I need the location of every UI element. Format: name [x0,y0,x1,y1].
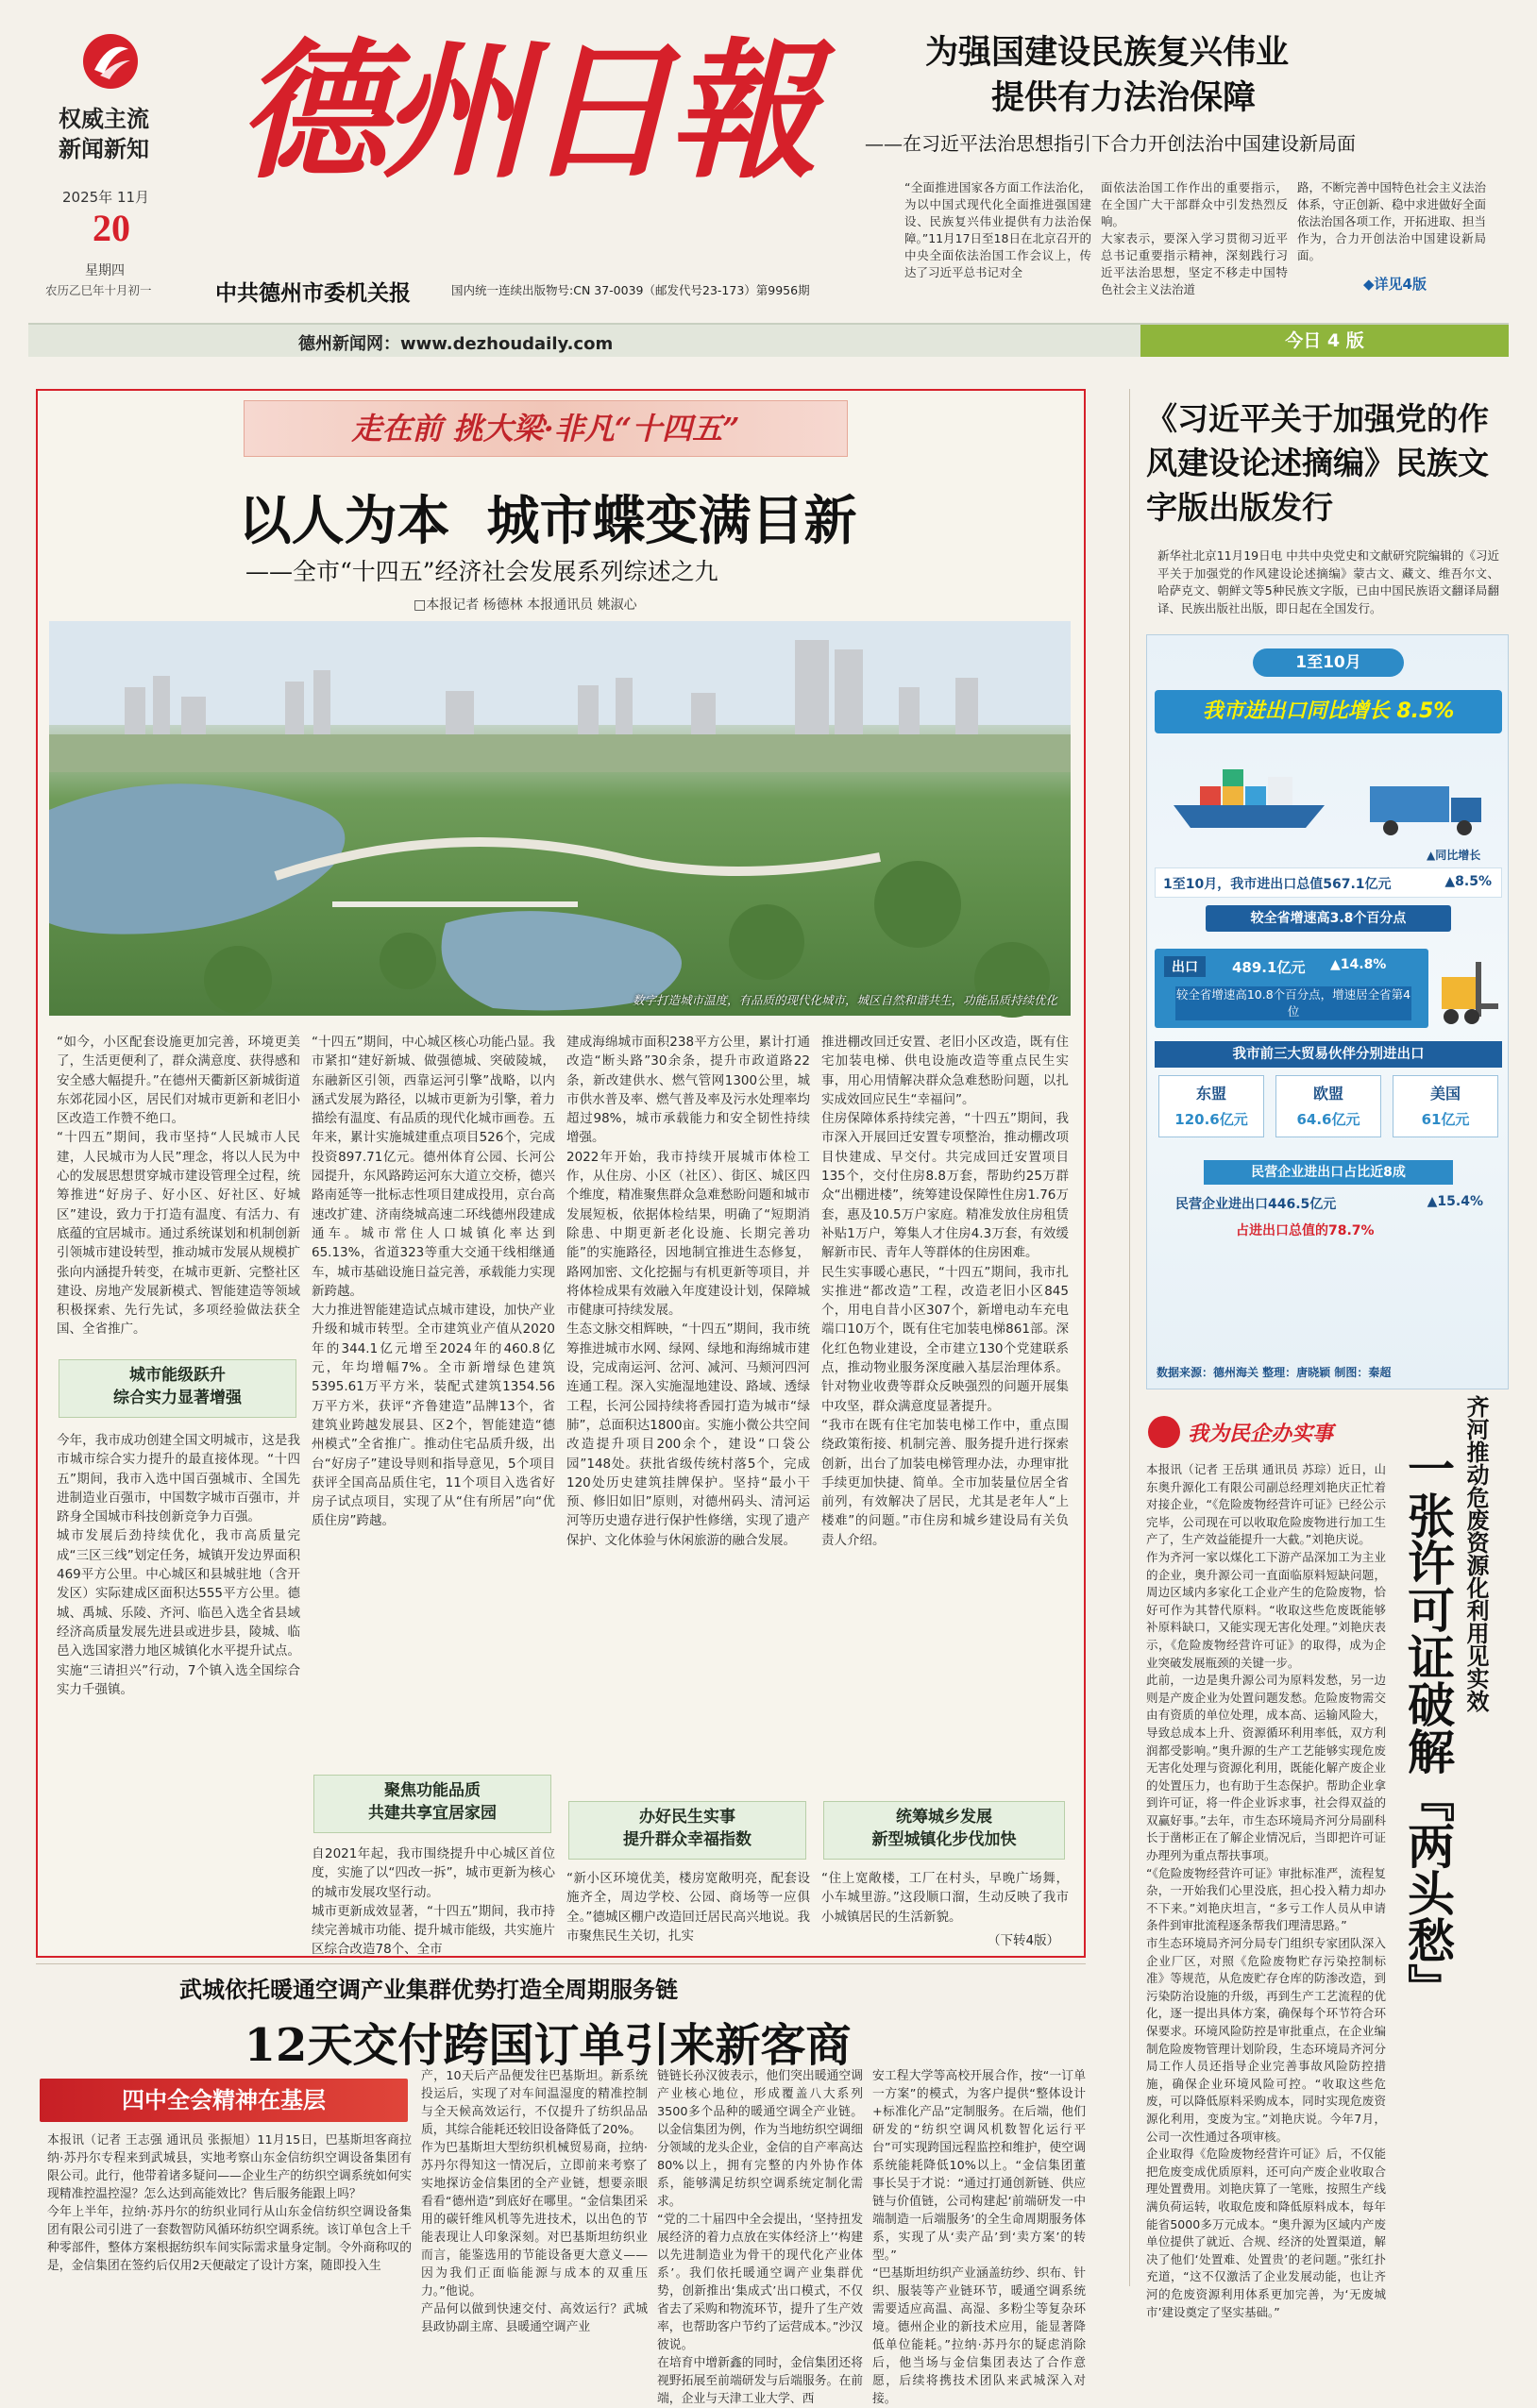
plenum-banner-text: 四中全会精神在基层 [122,2087,326,2113]
partner-value-3: 61亿元 [1421,1111,1470,1128]
export-compare: 较全省增速高10.8个百分点，增速居全省第4位 [1175,987,1411,1019]
newspaper-title: 德州日報 [238,25,812,199]
publisher: 中共德州市委机关报 [215,280,411,306]
private-title-bar [1204,1160,1453,1185]
right-news-title: 《习近平关于加强党的作风建设论述摘编》民族文字版出版发行 [1146,400,1489,526]
pages-badge [1140,325,1509,357]
period-text: 1至10月 [1295,653,1361,672]
total-compare-bar [1206,905,1451,932]
private-share: 占进出口总值的78.7% [1236,1223,1375,1238]
partner-value-1: 120.6亿元 [1174,1111,1248,1128]
partner-name-2: 欧盟 [1312,1085,1343,1103]
lower-story-kicker: 武城依托暖通空调产业集群优势打造全周期服务链 [179,1977,678,2003]
partner-card-3 [1393,1075,1498,1137]
city-aerial-photo [49,621,1071,1016]
headline-bar [1155,690,1502,733]
lower-col-4: 安工程大学等高校开展合作，按“一订单一方案”的模式，为客户提供“整体设计+标准化产品”定制服务。在后端，他们研发的“纺织空调风机数智化运行平台”可实现跨国远程监控和维护，使空调系统能耗降低10%以上。“金信集团董事长吴于才说：“通过打通创新链、供应链与价值链，公司构建起‘前端研发一中端制造一后端服务’的全生命周期服务体系，实现了从‘卖产品’到‘卖方案’的转型。” “巴基斯坦纺织产业涵盖纺纱、织布、针织、服装等产业链环节，暖通空调系统需要适应高温、高湿、多粉尘等复杂环境。德州企业的新技术应用，能显著降低单位能耗。”拉纳·苏丹尔的疑虑消除后，他当场与金信集团表达了合作意愿，后续将携技术团队来武城深入对接。 [872,2069,1086,2406]
feature-banner [244,400,848,457]
slogan-line-2: 新闻新知 [59,136,149,162]
handshake-icon [1148,1416,1180,1448]
export-block [1155,949,1428,1028]
total-row [1155,867,1502,898]
partner-name-1: 东盟 [1195,1085,1226,1103]
private-row [1175,1190,1483,1215]
pages-badge-text: 今日 4 版 [1285,330,1364,351]
side-story-kicker: 齐河推动危废资源化利用见实效 [1462,1395,1489,1712]
feature-byline: □本报记者 杨德林 本报通讯员 姚淑心 [414,598,637,613]
feature-title: 以人为本 城市蝶变满目新 [238,491,857,552]
section-rule [36,1963,1086,1964]
feature-col-4-top: 推进棚改回迁安置、老旧小区改造，既有住宅加装电梯、供电设施改造等重点民生实事，用心用情解决群众急难愁盼问题，以扎实成效回应民生“幸福问”。 住房保障体系持续完善，“十四五”期间，我市深入开展回迁安置专项整治，推动棚改项目快建成、早交付。共完成回迁安置项目135个，交付住房8.8万套，帮助约25万群众“出棚进楼”，统筹建设保障性住房1.76万套，惠及10.5万户家庭。精准发放住房租赁补贴1万户，筹集人才住房4.3万套，有效缓解新市民、青年人等群体的住房困难。 民生实事暖心惠民，“十四五”期间，我市扎实推进“都改造”工程，改造老旧小区845个，用电自昔小区307个，新增电动车充电端口10万个，既有住宅加装电梯861部。深化红色物业建设，全市建立130个党建联系点，推动物业服务深度融入基层治理体系。针对物业收费等群众反映强烈的问题开展集中攻坚，群众满意度显著提升。 “我市在既有住宅加装电梯工作中，重点围绕政策衔接、机制完善、服务提升进行探索创新，出台了加装电梯管理办法，办理审批手续更加快捷、简单。全市加装量位居全省前列，有效解决了居民，尤其是老年人“上楼难”的问题。”市住房和城乡建设局有关负责人介绍。 [821,1035,1069,1548]
lower-col-1: 本报讯（记者 王志强 通讯员 张振旭）11月15日，巴基斯坦客商拉纳·苏丹尔专程来到武城县，实地考察山东金信纺织空调设备集团有限公司。此行，他带着诸多疑问——企业生产的纺织空调系统如何实现精准控温控湿？怎么达到高能效比？售后服务能跟上吗？ 今年上半年，拉纳·苏丹尔的纺织业同行从山东金信纺织空调设备集团有限公司引进了一套数智防风循环纺织空调系统。该订单包含上千种零部件，整体方案根据纺织车间实际需求量身定制。令外商称叹的是，金信集团在签约后仅用2天便敲定了设计方案，随即投入生 [47,2133,412,2273]
infographic-headline: 我市进出口同比增长 8.5% [1202,699,1455,723]
website-url[interactable]: 德州新闻网：www.dezhoudaily.com [298,334,614,354]
side-story-body: 本报讯（记者 王岳琪 通讯员 苏琮）近日，山东奥升源化工有限公司副总经理刘艳庆正忙着对接企业，“《危险废物经营许可证》已经公示完毕，公司现在可以收取危险废物进行加工生产了，生产效益能提升一大截。”刘艳庆说。 作为齐河一家以煤化工下游产品深加工为主业的企业，奥升源公司一直面临原料短缺问题，周边区域内多家化工企业产生的危险废物，恰好可作为其替代原料。“收取这些危废既能够补原料缺口，又能实现无害化处理。”刘艳庆表示，《危险废物经营许可证》的取得，成为企业突破发展瓶颈的关键一步。 此前，一边是奥升源公司为原料发愁，另一边则是产废企业为处置问题发愁。危险废物需交由有资质的单位处理，成本高、运输风险大，导致总成本上升、资源循环利用率低，双方利润都受影响。”奥升源的生产工艺能够实现危废无害化处理与资源化利用，既能化解产废企业的处置压力，也有助于生态保护。帮助企业拿到许可证，将一件企业诉求事，社会得双益的双赢好事。”去年，市生态环境局齐河分局副科长于凿彬正在了解企业情况后，当即把许可证办理列为重点帮扶事项。 “《危险废物经营许可证》审批标准严，流程复杂，一开始我们心里没底，担心投入精力却办不下来。”刘艳庆坦言，“多亏工作人员从申请条件到审批流程逐条帮我们理清思路。” 市生态环境局齐河分局专门组织专家团队深入企业厂区，对照《危险废物贮存污染控制标准》等规范，从危废贮存仓库的防渗改造，到污染防治设施的升级，再到生产工艺流程的优化，逐一提出具体方案，确保每个环节符合环保要求。环境风险防控是审批重点，在企业编制危险废物管理计划阶段，生态环境局齐河分局工作人员还指导企业完善事故风险防控措施，确保企业环境风险可控。“收取这些危废，可以降低原料采购成本，同时实现危废资源化利用，变废为宝。”刘艳庆说。今年7月，公司一次性通过各项审核。 企业取得《危险废物经营许可证》后，不仅能把危废变成优质原料，还可向产废企业收取合理处置费用。刘艳庆算了一笔账，按照生产线满负荷运转，收取危废和降低原料成本，每年能省5000多万元成本。“奥升源为区域内产废单位提供了就近、合规、经济的处置渠道，解决了他们‘处置难、处置贵’的老问题。”张红扑充道，“这不仅激活了企业发展动能，也让齐河的危废资源利用体系更加完善，为‘无废城市’建设奠定了坚实基础。” [1146,1462,1386,2319]
private-growth: ▲15.4% [1427,1194,1483,1209]
logo-icon [81,32,140,91]
growth-legend: ▲同比增长 [1427,849,1481,862]
feature-col-2-top: “十四五”期间，中心城区核心功能凸显。我市紧扣“建好新城、做强德城、突破陵城，东融新区引领，西靠运河引擎”战略，以内涵式发展为路径，以城市更新为引擎，着力描绘有温度、有品质的现代化城市画卷。五年来，累计实施城建重点项目526个，完成投资897.71亿元。德州体育公园、长河公园提升，东风路跨运河东大道立交桥，德兴路南延等一批标志性项目建成投用，京台高速改扩建、济南绕城高速二环线德州段建成通车。城市常住人口城镇化率达到65.13%，省道323等重大交通干线相继通车，城市基础设施日益完善，承载能力实现新跨越。 大力推进智能建造试点城市建设，加快产业升级和城市转型。全市建筑业产值从2020年的344.1亿元增至2024年的460.8亿元，年均增幅7%。全市新增绿色建筑5395.61万平方米，装配式建筑1354.56万平方米，获评“齐鲁建造”品牌13个，省建筑业跨越发展县、区2个，智能建造“德州模式”全省推广。推动住宅品质升级，出台“好房子”建设导则和指导意见，5个项目获评全国高品质住宅，11个项目入选省好房子试点项目，实现了从“住有所居”向“优质住房”跨越。 [312,1035,555,1529]
slogan-line-1: 权威主流 [59,106,149,132]
top-story-col-2: 面依法治国工作作出的重要指示，在全国广大干部群众中引发热烈反响。 大家表示，要深入学习贯彻习近平总书记重要指示精神，深刻践行习近平法治思想，坚定不移走中国特色社会主义法治道 [1101,180,1288,296]
date-lunar: 农历乙巳年十月初一 [45,283,152,297]
feature-subhead-3: 办好民生实事 提升群众幸福指数 [568,1801,806,1860]
truck-icon [1366,777,1489,839]
period-pill [1253,648,1404,677]
partner-value-2: 64.6亿元 [1296,1111,1360,1128]
top-story-title-1: 为强国建设民族复兴伟业 [925,34,1290,72]
top-story-title-2: 提供有力法治保障 [991,79,1257,117]
partner-card-2 [1275,1075,1381,1137]
side-story-tag [1148,1412,1375,1452]
feature-col-1-top: “如今，小区配套设施更加完善，环境更美了，生活更便利了，群众满意度、获得感和安全感大幅提升。”在德州天衢新区新城街道东郊花园小区，居民们对城市更新和老旧小区改造工作赞不绝口。 “十四五”期间，我市坚持“人民城市人民建，人民城市为人民”理念，将以人民为中心的发展思想贯穿城市建设管理全过程，统筹推进“好房子、好小区、好社区、好城区”建设，致力于打造有温度、有活力、有底蕴的宜居城市。通过系统谋划和机制创新引领城市建设转型，推动城市发展从规模扩张向内涵提升转变，在城市更新、完整社区建设、房地产发展新模式、智能建造等领域积极探索、先行先试，多项经验做法获全国、全省推广。 [57,1035,300,1338]
total-compare: 较全省增速高3.8个百分点 [1250,911,1407,926]
partner-card-1 [1158,1075,1264,1137]
export-value: 489.1亿元 [1232,959,1306,976]
feature-banner-text: 走在前 挑大梁·非凡“十四五” [351,411,740,446]
feature-col-2-bottom: 自2021年起，我市围绕提升中心城区首位度，实施了以“四改一拆”，城市更新为核心的城市发展攻坚行动。 城市更新成效显著，“十四五”期间，我市持续完善城市功能、提升城市能级，共实施片区综合改造78个、全市 [312,1846,555,1958]
export-label: 出口 [1164,956,1206,977]
feature-col-1-bottom: 今年，我市成功创建全国文明城市，这是我市城市综合实力提升的最直接体现。“十四五”期间，我市入选中国百强城市、全国先进制造业百强市，中国数字城市百强市，并跻身全国城市科技创新竞争力百强。 城市发展后劲持续优化，我市高质量完成“三区三线”划定任务，城镇开发边界面积469平方公里。中心城区和县城驻地（含开发区）实际建成区面积达555平方公里。德城、禹城、乐陵、齐河、临邑入选全省县域经济高质量发展先进县或进步县，陵城、临邑入选国家潜力地区城镇化水平提升试点。实施“三请担兴”行动，7个镇入选全国综合实力千强镇。 [57,1433,300,1697]
total-text: 1至10月，我市进出口总值567.1亿元 [1163,877,1392,892]
feature-col-3-top: 建成海绵城市面积238平方公里，累计打通改造“断头路”30余条，提升市政道路22条，新改建供水、燃气管网1300公里，城市供水普及率、燃气普及率及污水处理率均超过98%，城市承载能力和安全韧性持续增强。 2022年开始，我市持续开展城市体检工作，从住房、小区（社区）、街区、城区四个维度，精准聚焦群众急难愁盼问题和城市发展短板，依据体检结果，明确了“短期消除患、中期更新老化设施、长期完善功能”的实施路径，因地制宜推进生态修复，路网加密、文化挖掘与有机更新等项目，并将体检成果有效融入年度建设计划，保障城市健康可持续发展。 生态文脉交相辉映，“十四五”期间，我市统筹推进城市水网、绿网、绿地和海绵城市建设，完成南运河、岔河、减河、马颊河四河连通工程。深入实施湿地建设、路域、透绿工程，长河公园持续将香园打造为城市“绿肺”，总面积达1800亩。实施小微公共空间改造提升项目200余个，建设“口袋公园”148处。获批省级传统村落5个，完成120处历史建筑挂牌保护。坚持“最小干预、修旧如旧”原则，对德州码头、清河运河等历史遗存进行保护性修缮，实现了遗产保护、文化体验与休闲旅游的融合发展。 [566,1035,810,1548]
cargo-ship-icon [1164,749,1334,834]
side-story-headline: 一张许可证破解『两头愁』 [1400,1444,1456,2011]
partners-title-bar [1155,1041,1502,1068]
top-story-subtitle: ——在习近平法治思想指引下合力开创法治中国建设新局面 [865,132,1356,155]
date-weekday: 星期四 [85,263,125,278]
private-line: 民营企业进出口446.5亿元 [1175,1197,1337,1212]
website-bar [28,323,1509,357]
feature-continued[interactable]: （下转4版） [988,1933,1060,1948]
feature-subhead-1: 城市能级跃升 综合实力显著增强 [59,1359,296,1418]
plenum-banner [40,2079,408,2122]
right-news-body: 新华社北京11月19日电 中共中央党史和文献研究院编辑的《习近平关于加强党的作风建设论述摘编》蒙古文、藏文、维吾尔文、哈萨克文、朝鲜文等5种民族文字版，已由中国民族语文翻译局翻译、民族出版社出版，即日起在全国发行。 [1157,548,1499,615]
export-growth: ▲14.8% [1330,957,1387,972]
feature-subhead-2: 聚焦功能品质 共建共享宜居家园 [313,1775,551,1833]
infographic-source: 数据来源：德州海关 整理：唐晓颖 制图：秦超 [1157,1366,1392,1379]
lower-col-3: 链链长孙汉彼表示，他们突出暖通空调产业核心地位，形成覆盖八大系列3500多个品种的暖通空调全产业链。以金信集团为例，作为当地纺织空调细分领域的龙头企业，金信的自产率高达80%以上，拥有完整的内外协作体系，能够满足纺织空调系统定制化需求。 “党的二十届四中全会提出，‘坚持扭发展经济的着力点放在实体经济上’‘构建以先进制造业为骨干的现代化产业体系’。我们依托暖通空调产业集群优势，创新推出‘集成式’出口模式，不仅省去了采购和物流环节，提升了生产效率，也帮助客户节约了运营成本。”沙汉彼说。 在培育中增新鑫的同时，金信集团还将视野拓展至前端研发与后端服务。在前端，企业与天津工业大学、西 [657,2069,863,2406]
feature-subhead-4: 统筹城乡发展 新型城镇化步伐加快 [823,1801,1065,1860]
side-story-tag-text: 我为民企办实事 [1188,1423,1334,1446]
feature-col-3-bottom: “新小区环境优美，楼房宽敞明亮，配套设施齐全，周边学校、公园、商场等一应俱全。”德城区棚户改造回迁居民高兴地说。我市聚焦民生关切，扎实 [566,1871,810,1944]
date-day: 20 [93,207,130,249]
feature-col-4-bottom: “住上宽敞楼，工厂在村头，早晚广场舞，小车城里游。”这段顺口溜，生动反映了我市小城镇居民的生活新貌。 [821,1871,1069,1925]
partners-title: 我市前三大贸易伙伴分别进出口 [1232,1047,1425,1062]
total-growth: ▲8.5% [1444,874,1492,889]
issue-info: 国内统一连续出版物号:CN 37-0039（邮发代号23-173）第9956期 [451,283,810,297]
feature-subtitle: ——全市“十四五”经济社会发展系列综述之九 [245,558,718,585]
top-story-col-3: 路，不断完善中国特色社会主义法治体系，守正创新、稳中求进做好全面依法治国各项工作，开拓进取、担当作为，合力开创法治中国建设新局面。 [1297,180,1487,262]
masthead [0,0,1537,312]
lower-col-2: 产，10天后产品便发往巴基斯坦。新系统投运后，实现了对车间温湿度的精准控制与全天候高效运行，不仅提升了纺织品品质，其综合能耗还较旧设备降低了20%。 作为巴基斯坦大型纺织机械贸易商，拉纳·苏丹尔得知这一情况后，立即前来考察了实地探访金信集团的全产业链，想要亲眼看看“德州造”到底好在哪里。“金信集团采用的碳钎维风机等先进技术，以出色的节能表现让人印象深刻。对巴基斯坦纺织业而言，能鉴选用的节能设备更大意义——因为我们正面临能源与成本的双重压力。”他说。 产品何以做到快速交付、高效运行？武城县政协副主席、县暖通空调产业 [421,2069,648,2334]
photo-caption: 数字打造城市温度，有品质的现代化城市，城区自然和谐共生，功能品质持续优化 [632,993,1057,1007]
lower-story-title: 12天交付跨国订单引来新客商 [244,2019,852,2072]
date-year-month: 2025年 11月 [62,189,150,206]
vertical-rule [1129,389,1130,2286]
private-title: 民营企业进出口占比近8成 [1251,1165,1406,1180]
forklift-icon [1434,956,1502,1028]
trade-infographic [1146,634,1509,1389]
partner-name-3: 美国 [1429,1085,1461,1103]
top-story-more-link[interactable]: ◆详见4版 [1363,276,1427,293]
top-story-col-1: “全面推进国家各方面工作法治化，为以中国式现代化全面推进强国建设、民族复兴伟业提供有力法治保障。”11月17日至18日在北京召开的中央全面依法治国工作会议上，传达了习近平总书记对全 [904,180,1091,279]
